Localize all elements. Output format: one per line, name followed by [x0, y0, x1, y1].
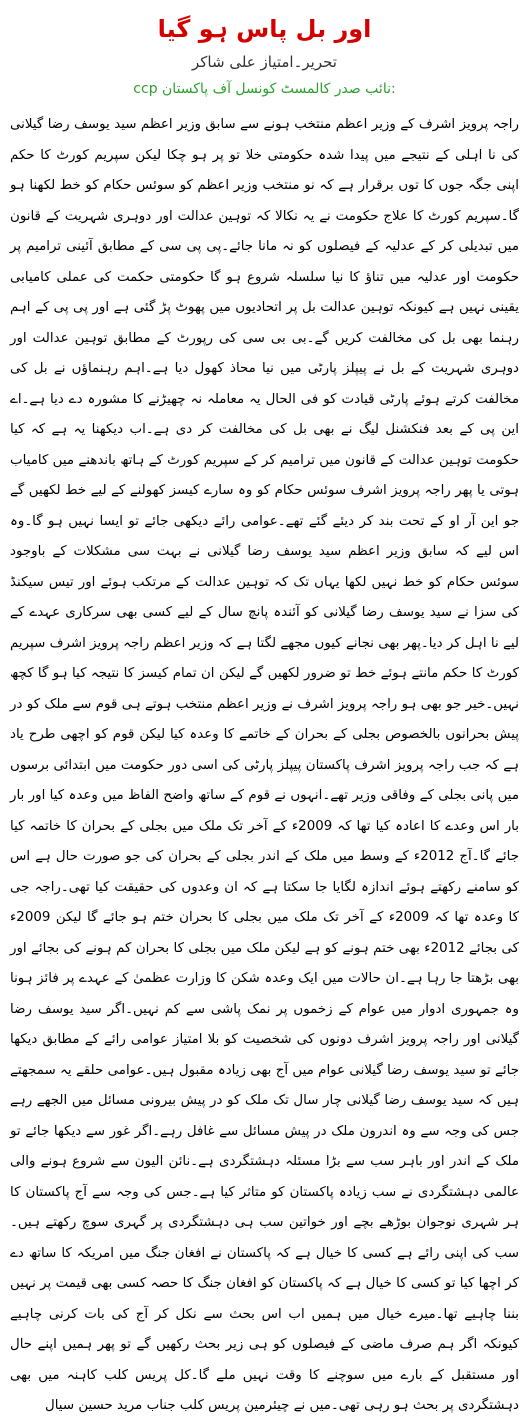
article-body: راجہ پرویز اشرف کے وزیر اعظم منتخب ہونے سے سابق وزیر اعظم سید یوسف رضا گیلانی کی نا اہلی کے نتیجے میں پیدا شدہ حکومتی خلا تو پر ہو چکا لیکن سپریم کورٹ کا حکم اپنی جگہ جوں کا توں برقرار ہے کہ نو منتخب وزیر اعظم کو سوئس حکام کو خط لکھنا ہو گا۔سپریم کورٹ کا علاج حکومت نے یہ نکالا کہ توہین عدالت اور دوہری شہریت کے قانون میں تبدیلی کر کے عدلیہ کے فیصلوں کو نہ مانا جائے۔پی پی سی کے مطابق آئینی ترامیم پر حکومت اور عدلیہ میں تناؤ کا نیا سلسلہ شروع ہو گا حکومتی حکمت کی عملی کامیابی یقینی نہیں ہے کیونکہ توہین عدالت بل پر اتحادیوں میں پھوٹ پڑ گئی ہے اور پی پی کے اہم رہنما بھی بل کی مخالفت کریں گے۔بی بی سی کی رپورٹ کے مطابق توہین عدالت اور دوہری شہریت کے بل نے پیپلز پارٹی میں نیا محاذ کھول دیا ہے۔اہم رہنماؤں نے بل کی مخالفت کرتے ہوئے پارٹی قیادت کو فی الحال یہ معاملہ نہ چھیڑنے کا مشورہ دے دیا ہے۔اے این پی کے بعد فنکشنل لیگ نے بھی بل کی مخالفت کر دی ہے۔اب دیکھنا یہ ہے کہ کیا حکومت توہین عدالت کے قانون میں ترامیم کر کے سپریم کورٹ کے ہاتھ باندھنے میں کامیاب ہوتی یا پھر راجہ پرویز اشرف سوئس حکام کو وہ سارے کیسز کھولنے کے لیے خط لکھیں گے جو این آر او کے تحت بند کر دیئے گئے تھے۔عوامی رائے دیکھی جائے تو ایسا نہیں ہو گا۔وہ اس لیے کہ سابق وزیر اعظم سید یوسف رضا گیلانی نے بہت سی مشکلات کے باوجود سوئس حکام کو خط نہیں لکھا یہاں تک کہ توہین عدالت کے مرتکب ہوئے اور تیس سیکنڈ کی سزا نے سید یوسف رضا گیلانی کو آئندہ پانچ سال کے لیے کسی بھی سرکاری عہدے کے لیے نا اہل کر دیا۔پھر بھی نجانے کیوں مجھے لگتا ہے کہ وزیر اعظم راجہ پرویز اشرف سپریم کورٹ کا حکم مانتے ہوئے خط تو ضرور لکھیں گے لیکن ان تمام کیسز کا نتیجہ کیا ہو گا کچھ نہیں۔خیر جو بھی ہو راجہ پرویز اشرف نے وزیر اعظم منتخب ہوتے ہی قوم سے ملک کو در پیش بحرانوں بالخصوص بجلی کے بحران کے خاتمے کا وعدہ کیا لیکن قوم کو اچھی طرح یاد ہے کہ جب راجہ پرویز اشرف پاکستان پیپلز پارٹی کی اسی دور حکومت میں ابتدائی برسوں میں پانی بجلی کے وفاقی وزیر تھے۔انہوں نے قوم کے ساتھ واضح الفاظ میں وعدہ کیا اور بار بار اس وعدے کا اعادہ کیا تھا کہ 2009ء کے آخر تک ملک میں بجلی کے بحران کا خاتمہ کیا جائے گا۔آج 2012ء کے وسط میں ملک کے اندر بجلی کے بحران کی جو صورت حال ہے اس کو سامنے رکھتے ہوئے اندازہ لگایا جا سکتا ہے کہ ان وعدوں کی حقیقت کیا تھی۔راجہ جی کا وعدہ تھا کہ 2009ء کے آخر تک ملک میں بجلی کا بحران ختم ہو جائے گا لیکن 2009ء کی بجائے 2012ء بھی ختم ہونے کو ہے لیکن ملک میں بجلی کا بحران کم ہونے کی بجائے اور بھی بڑھتا جا رہا ہے۔ان حالات میں ایک وعدہ شکن کا وزارت عظمیٰ کے عہدے پر فائز ہونا وہ جمہوری ادوار میں عوام کے زخموں پر نمک پاشی سے کم نہیں۔اگر سید یوسف رضا گیلانی اور راجہ پرویز اشرف دونوں کی شخصیت کو بلا امتیاز عوامی رائے کے مطابق دیکھا جائے تو سید یوسف رضا گیلانی عوام میں آج بھی زیادہ مقبول ہیں۔عوامی حلقے یہ سمجھتے ہیں کہ سید یوسف رضا گیلانی چار سال تک ملک کو در پیش بیرونی مسائل میں الجھے رہے جس کی وجہ سے وہ اندرون ملک در پیش مسائل سے غافل رہے۔اگر غور سے دیکھا جائے تو ملک کے اندر اور باہر سب سے بڑا مسئلہ دہشتگردی ہے۔نائن الیون سے شروع ہونے والی عالمی دہشتگردی نے سب زیادہ پاکستان کو متاثر کیا ہے۔جس کی وجہ سے آج پاکستان کا ہر شہری نوجوان بوڑھے بچے اور خواتین سب ہی دہشتگردی پر گہری سوچ رکھتے ہیں۔سب کی اپنی رائے ہے کسی کا خیال ہے کہ پاکستان نے افغان جنگ میں امریکہ کا ساتھ دے کر اچھا کیا تو کسی کا خیال ہے کہ پاکستان کو افغان جنگ کا حصہ کسی بھی قیمت پر نہیں بننا چاہیے تھا۔میرے خیال میں ہمیں اب اس بحث سے نکل کر آج کی بات کرنی چاہیے کیونکہ اگر ہم صرف ماضی کے فیصلوں کو ہی زیر بحث رکھیں گے تو پھر ہمیں اپنے حال اور مستقبل کے بارے میں سوچنے کا وقت نہیں ملے گا۔کل پریس کلب کاہنہ میں بھی دہشتگردی پر بحث ہو رہی تھی۔میں نے چیئرمین پریس کلب جناب مرید حسین سیال	[10, 117, 520, 1413]
author-position: :نائب صدر کالمسٹ کونسل آف پاکستان ccp	[133, 81, 396, 97]
article-byline: تحریر۔امتیاز علی شاکر	[192, 53, 337, 71]
article-title: اور بل پاس ہو گیا	[157, 15, 372, 43]
